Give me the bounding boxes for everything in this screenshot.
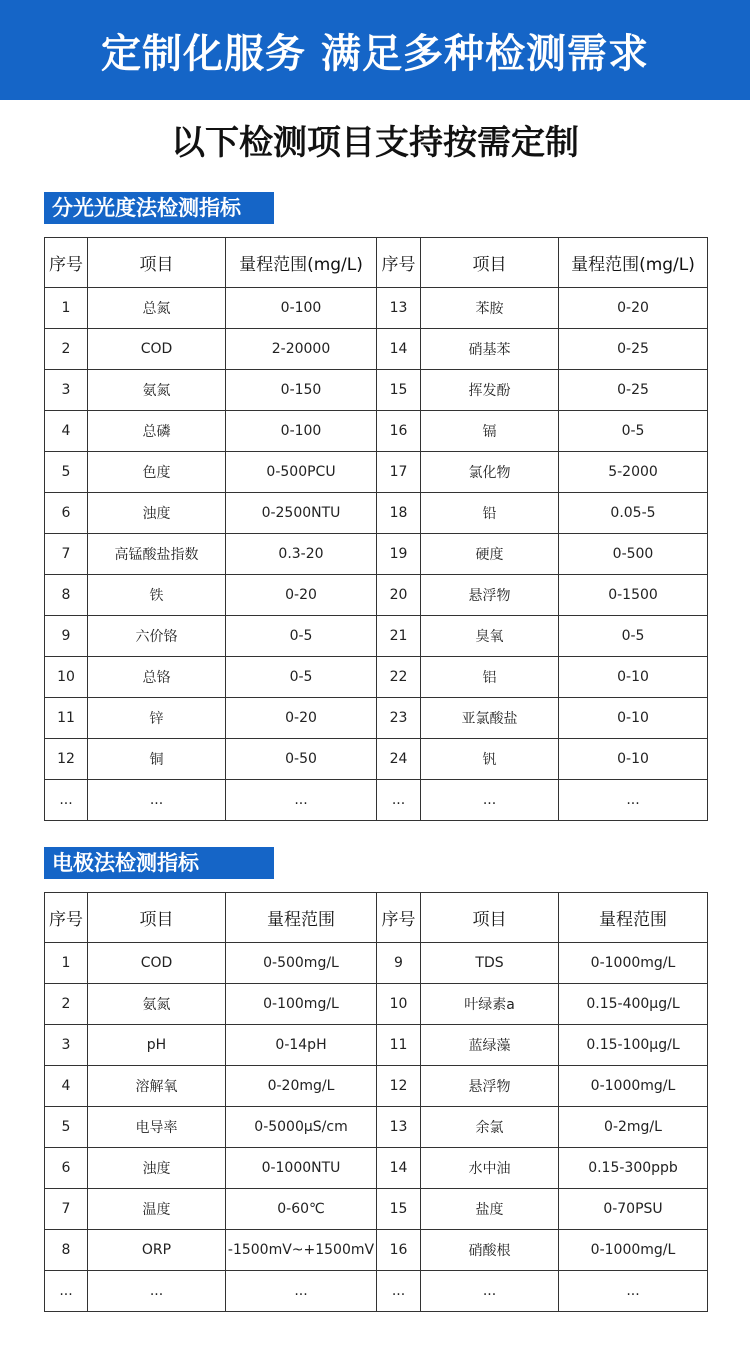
table-row bbox=[45, 1189, 708, 1230]
table-cell: 15 bbox=[377, 370, 421, 411]
table-cell: 苯胺 bbox=[421, 288, 559, 329]
table-cell: 铜 bbox=[88, 739, 226, 780]
table-cell: 0-20 bbox=[559, 288, 708, 329]
header-cell: 序号 bbox=[45, 238, 88, 288]
table-cell: 0-2mg/L bbox=[559, 1107, 708, 1148]
table-cell: 11 bbox=[45, 698, 88, 739]
table-cell: ... bbox=[559, 780, 708, 821]
section-label-electrode: 电极法检测指标 bbox=[44, 847, 274, 879]
table-cell: 硬度 bbox=[421, 534, 559, 575]
table-row bbox=[45, 984, 708, 1025]
header-cell: 量程范围(mg/L) bbox=[559, 238, 708, 288]
table-cell: 镉 bbox=[421, 411, 559, 452]
table-cell: 0-100 bbox=[226, 411, 377, 452]
table-cell: ... bbox=[88, 780, 226, 821]
table-cell: 0-5 bbox=[559, 411, 708, 452]
table-row bbox=[45, 493, 708, 534]
table-cell: 0.15-300ppb bbox=[559, 1148, 708, 1189]
header-cell: 项目 bbox=[88, 238, 226, 288]
table-cell: ... bbox=[559, 1271, 708, 1312]
table-row bbox=[45, 370, 708, 411]
table-row bbox=[45, 1107, 708, 1148]
table-cell: 2 bbox=[45, 329, 88, 370]
table-cell: 3 bbox=[45, 1025, 88, 1066]
table-cell: -1500mV~+1500mV bbox=[226, 1230, 377, 1271]
table-cell: 5-2000 bbox=[559, 452, 708, 493]
table-cell: 0-20mg/L bbox=[226, 1066, 377, 1107]
table-row bbox=[45, 329, 708, 370]
table-row bbox=[45, 575, 708, 616]
table-row bbox=[45, 616, 708, 657]
table-cell: 13 bbox=[377, 1107, 421, 1148]
table-cell: ... bbox=[421, 780, 559, 821]
table-cell: 氯化物 bbox=[421, 452, 559, 493]
table-cell: 0-50 bbox=[226, 739, 377, 780]
table-cell: 7 bbox=[45, 534, 88, 575]
table-cell: 0-20 bbox=[226, 698, 377, 739]
header-cell: 序号 bbox=[45, 893, 88, 943]
table-cell: 浊度 bbox=[88, 1148, 226, 1189]
table-cell: 0-1000mg/L bbox=[559, 1066, 708, 1107]
table-cell: ... bbox=[45, 1271, 88, 1312]
table-cell: 15 bbox=[377, 1189, 421, 1230]
electrode-table-body bbox=[45, 943, 708, 1312]
table-cell: ... bbox=[226, 780, 377, 821]
table-header-row bbox=[45, 893, 708, 943]
table-cell: 铝 bbox=[421, 657, 559, 698]
table-cell: 0-500 bbox=[559, 534, 708, 575]
table-cell: ... bbox=[45, 780, 88, 821]
table-cell: ... bbox=[88, 1271, 226, 1312]
banner-title: 定制化服务 满足多种检测需求 bbox=[101, 30, 649, 77]
table-cell: 盐度 bbox=[421, 1189, 559, 1230]
table-cell: 23 bbox=[377, 698, 421, 739]
header-cell: 序号 bbox=[377, 238, 421, 288]
table-cell: 8 bbox=[45, 1230, 88, 1271]
table-cell: 0-10 bbox=[559, 657, 708, 698]
table-cell: 氨氮 bbox=[88, 984, 226, 1025]
header-banner bbox=[0, 0, 750, 100]
table-cell: 色度 bbox=[88, 452, 226, 493]
table-cell: 铅 bbox=[421, 493, 559, 534]
table-cell: COD bbox=[88, 943, 226, 984]
table-cell: 0-1500 bbox=[559, 575, 708, 616]
table-cell: 悬浮物 bbox=[421, 575, 559, 616]
table-cell: 余氯 bbox=[421, 1107, 559, 1148]
table-row bbox=[45, 534, 708, 575]
table-cell: 硝基苯 bbox=[421, 329, 559, 370]
table-cell: COD bbox=[88, 329, 226, 370]
table-cell: ... bbox=[421, 1271, 559, 1312]
page-subtitle: 以下检测项目支持按需定制 bbox=[171, 123, 579, 163]
table-cell: 18 bbox=[377, 493, 421, 534]
table-cell: 悬浮物 bbox=[421, 1066, 559, 1107]
table-cell: ... bbox=[377, 780, 421, 821]
table-cell: 0.3-20 bbox=[226, 534, 377, 575]
table-cell: 14 bbox=[377, 1148, 421, 1189]
table-cell: 0-5 bbox=[226, 657, 377, 698]
table-cell: 0-14pH bbox=[226, 1025, 377, 1066]
table-cell: 11 bbox=[377, 1025, 421, 1066]
electrode-table bbox=[44, 892, 708, 1312]
table-cell: 叶绿素a bbox=[421, 984, 559, 1025]
table-cell: 21 bbox=[377, 616, 421, 657]
table-cell: 0-10 bbox=[559, 739, 708, 780]
table-cell: 硝酸根 bbox=[421, 1230, 559, 1271]
table-cell: 8 bbox=[45, 575, 88, 616]
table-header-row bbox=[45, 238, 708, 288]
table-cell: 10 bbox=[45, 657, 88, 698]
table-cell: 5 bbox=[45, 1107, 88, 1148]
table-cell: 臭氧 bbox=[421, 616, 559, 657]
table-cell: 24 bbox=[377, 739, 421, 780]
table-cell: 挥发酚 bbox=[421, 370, 559, 411]
table-cell: 3 bbox=[45, 370, 88, 411]
table-cell: 16 bbox=[377, 411, 421, 452]
table-cell: 0-25 bbox=[559, 370, 708, 411]
table-cell: 13 bbox=[377, 288, 421, 329]
table-cell: 9 bbox=[377, 943, 421, 984]
table-cell: 总磷 bbox=[88, 411, 226, 452]
table-cell: 2-20000 bbox=[226, 329, 377, 370]
table-cell: ... bbox=[377, 1271, 421, 1312]
table-cell: 4 bbox=[45, 1066, 88, 1107]
table-row bbox=[45, 411, 708, 452]
table-cell: 12 bbox=[45, 739, 88, 780]
table-cell: 2 bbox=[45, 984, 88, 1025]
table-cell: 电导率 bbox=[88, 1107, 226, 1148]
table-row bbox=[45, 739, 708, 780]
table-cell: 水中油 bbox=[421, 1148, 559, 1189]
table-cell: 蓝绿藻 bbox=[421, 1025, 559, 1066]
table-cell: 16 bbox=[377, 1230, 421, 1271]
table-cell: 20 bbox=[377, 575, 421, 616]
table-cell: ORP bbox=[88, 1230, 226, 1271]
table-cell: 0-150 bbox=[226, 370, 377, 411]
table-row bbox=[45, 1148, 708, 1189]
table-cell: 1 bbox=[45, 288, 88, 329]
table-cell: 12 bbox=[377, 1066, 421, 1107]
table-row bbox=[45, 288, 708, 329]
table-row bbox=[45, 780, 708, 821]
table-cell: 4 bbox=[45, 411, 88, 452]
header-cell: 量程范围(mg/L) bbox=[226, 238, 377, 288]
header-cell: 项目 bbox=[421, 238, 559, 288]
table-cell: 0-25 bbox=[559, 329, 708, 370]
table-cell: 浊度 bbox=[88, 493, 226, 534]
table-cell: 0.15-400μg/L bbox=[559, 984, 708, 1025]
table-cell: 总氮 bbox=[88, 288, 226, 329]
table-cell: 22 bbox=[377, 657, 421, 698]
spectro-table bbox=[44, 237, 708, 821]
table-row bbox=[45, 1066, 708, 1107]
table-cell: 0-2500NTU bbox=[226, 493, 377, 534]
table-cell: 铁 bbox=[88, 575, 226, 616]
table-cell: 5 bbox=[45, 452, 88, 493]
table-cell: 亚氯酸盐 bbox=[421, 698, 559, 739]
table-cell: 温度 bbox=[88, 1189, 226, 1230]
header-cell: 量程范围 bbox=[226, 893, 377, 943]
table-cell: 0-60℃ bbox=[226, 1189, 377, 1230]
table-cell: 氨氮 bbox=[88, 370, 226, 411]
header-cell: 量程范围 bbox=[559, 893, 708, 943]
table-cell: 7 bbox=[45, 1189, 88, 1230]
table-cell: 10 bbox=[377, 984, 421, 1025]
table-cell: 0-1000mg/L bbox=[559, 943, 708, 984]
table-cell: 0-500mg/L bbox=[226, 943, 377, 984]
table-cell: 高锰酸盐指数 bbox=[88, 534, 226, 575]
table-cell: 17 bbox=[377, 452, 421, 493]
table-cell: 19 bbox=[377, 534, 421, 575]
table-cell: 0-1000mg/L bbox=[559, 1230, 708, 1271]
table-row bbox=[45, 1025, 708, 1066]
table-cell: 0-100 bbox=[226, 288, 377, 329]
table-cell: 0-5 bbox=[559, 616, 708, 657]
table-cell: ... bbox=[226, 1271, 377, 1312]
header-cell: 序号 bbox=[377, 893, 421, 943]
table-cell: 0-10 bbox=[559, 698, 708, 739]
table-cell: 锌 bbox=[88, 698, 226, 739]
table-cell: 0-500PCU bbox=[226, 452, 377, 493]
table-row bbox=[45, 1230, 708, 1271]
table-cell: 14 bbox=[377, 329, 421, 370]
table-cell: 6 bbox=[45, 493, 88, 534]
table-cell: 0-1000NTU bbox=[226, 1148, 377, 1189]
table-cell: TDS bbox=[421, 943, 559, 984]
table-cell: 0-70PSU bbox=[559, 1189, 708, 1230]
table-cell: 钒 bbox=[421, 739, 559, 780]
table-cell: 0-5000μS/cm bbox=[226, 1107, 377, 1148]
table-cell: 0.15-100μg/L bbox=[559, 1025, 708, 1066]
section-label-spectro: 分光光度法检测指标 bbox=[44, 192, 274, 224]
table-cell: 0-20 bbox=[226, 575, 377, 616]
table-cell: 0.05-5 bbox=[559, 493, 708, 534]
table-cell: 6 bbox=[45, 1148, 88, 1189]
spectro-table-body bbox=[45, 288, 708, 821]
header-cell: 项目 bbox=[88, 893, 226, 943]
table-cell: 0-5 bbox=[226, 616, 377, 657]
table-cell: 溶解氧 bbox=[88, 1066, 226, 1107]
header-cell: 项目 bbox=[421, 893, 559, 943]
table-row bbox=[45, 657, 708, 698]
table-row bbox=[45, 452, 708, 493]
table-cell: 总铬 bbox=[88, 657, 226, 698]
table-cell: 0-100mg/L bbox=[226, 984, 377, 1025]
table-cell: pH bbox=[88, 1025, 226, 1066]
table-row bbox=[45, 698, 708, 739]
table-cell: 1 bbox=[45, 943, 88, 984]
table-row bbox=[45, 943, 708, 984]
table-cell: 9 bbox=[45, 616, 88, 657]
table-row bbox=[45, 1271, 708, 1312]
table-cell: 六价铬 bbox=[88, 616, 226, 657]
